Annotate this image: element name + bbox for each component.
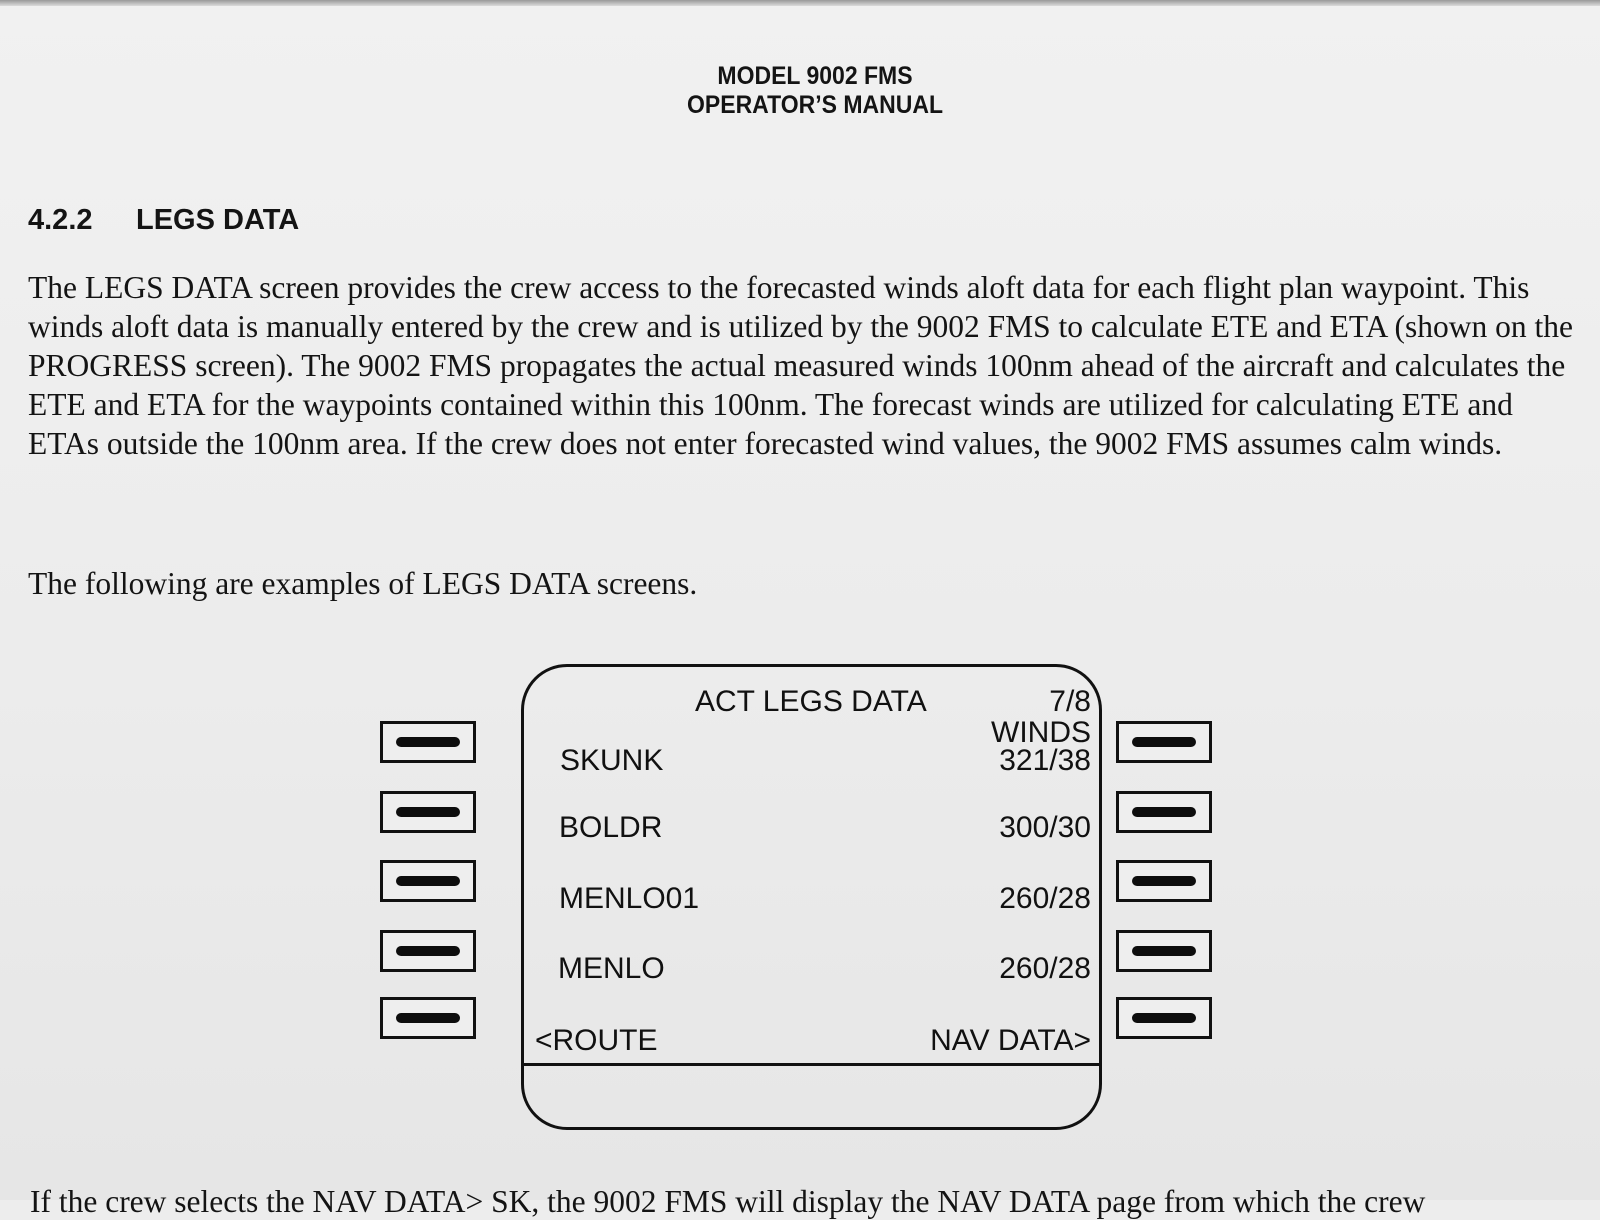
route-prompt[interactable]: <ROUTE — [535, 1024, 658, 1057]
waypoint-wind: 300/30 — [999, 811, 1091, 844]
examples-intro: The following are examples of LEGS DATA screens. — [28, 566, 698, 601]
section-number: 4.2.2 — [28, 204, 93, 236]
screen-title: ACT LEGS DATA — [695, 685, 927, 718]
page-edge-shadow — [0, 0, 1600, 6]
right-line-select-key-3[interactable] — [1116, 860, 1212, 902]
waypoint-name: BOLDR — [559, 811, 663, 844]
next-paragraph-partial: If the crew selects the NAV DATA> SK, the 9002 FMS will display the NAV DATA page from which the crew — [30, 1184, 1426, 1219]
left-line-select-key-2[interactable] — [380, 791, 476, 833]
page-header — [65, 62, 1565, 120]
waypoint-wind: 321/38 — [999, 744, 1091, 777]
section-title: LEGS DATA — [136, 204, 300, 236]
waypoint-name: SKUNK — [560, 744, 664, 777]
waypoint-name: MENLO — [558, 952, 665, 985]
header-manual-title: OPERATOR’S MANUAL — [687, 91, 943, 119]
nav-data-prompt[interactable]: NAV DATA> — [930, 1024, 1091, 1057]
right-line-select-key-1[interactable] — [1116, 721, 1212, 763]
left-line-select-key-3[interactable] — [380, 860, 476, 902]
waypoint-wind: 260/28 — [999, 882, 1091, 915]
left-line-select-key-4[interactable] — [380, 930, 476, 972]
page-indicator: 7/8 — [1049, 685, 1091, 718]
section-heading — [28, 204, 299, 237]
waypoint-wind: 260/28 — [999, 952, 1091, 985]
body-paragraph: The LEGS DATA screen provides the crew access to the forecasted winds aloft data for each flight plan waypoint. This winds aloft data is manually entered by the crew and is utilized by the 9002 FMS to calculate ETE and ETA (shown on the PROGRESS screen). The 9002 FMS propagates the actual measured winds 100nm ahead of the aircraft and calculates the ETE and ETA for the waypoints contained within this 100nm. The forecast winds are utilized for calculating ETE and ETAs outside the 100nm area. If the crew does not enter forecasted wind values, the 9002 FMS assumes calm winds. — [28, 270, 1573, 461]
waypoint-name: MENLO01 — [559, 882, 700, 915]
right-line-select-key-4[interactable] — [1116, 930, 1212, 972]
right-line-select-key-2[interactable] — [1116, 791, 1212, 833]
header-model: MODEL 9002 FMS — [717, 62, 913, 90]
left-line-select-key-1[interactable] — [380, 721, 476, 763]
scratchpad-divider — [524, 1063, 1099, 1066]
winds-column-label: WINDS — [991, 716, 1091, 749]
right-line-select-key-5[interactable] — [1116, 997, 1212, 1039]
left-line-select-key-5[interactable] — [380, 997, 476, 1039]
